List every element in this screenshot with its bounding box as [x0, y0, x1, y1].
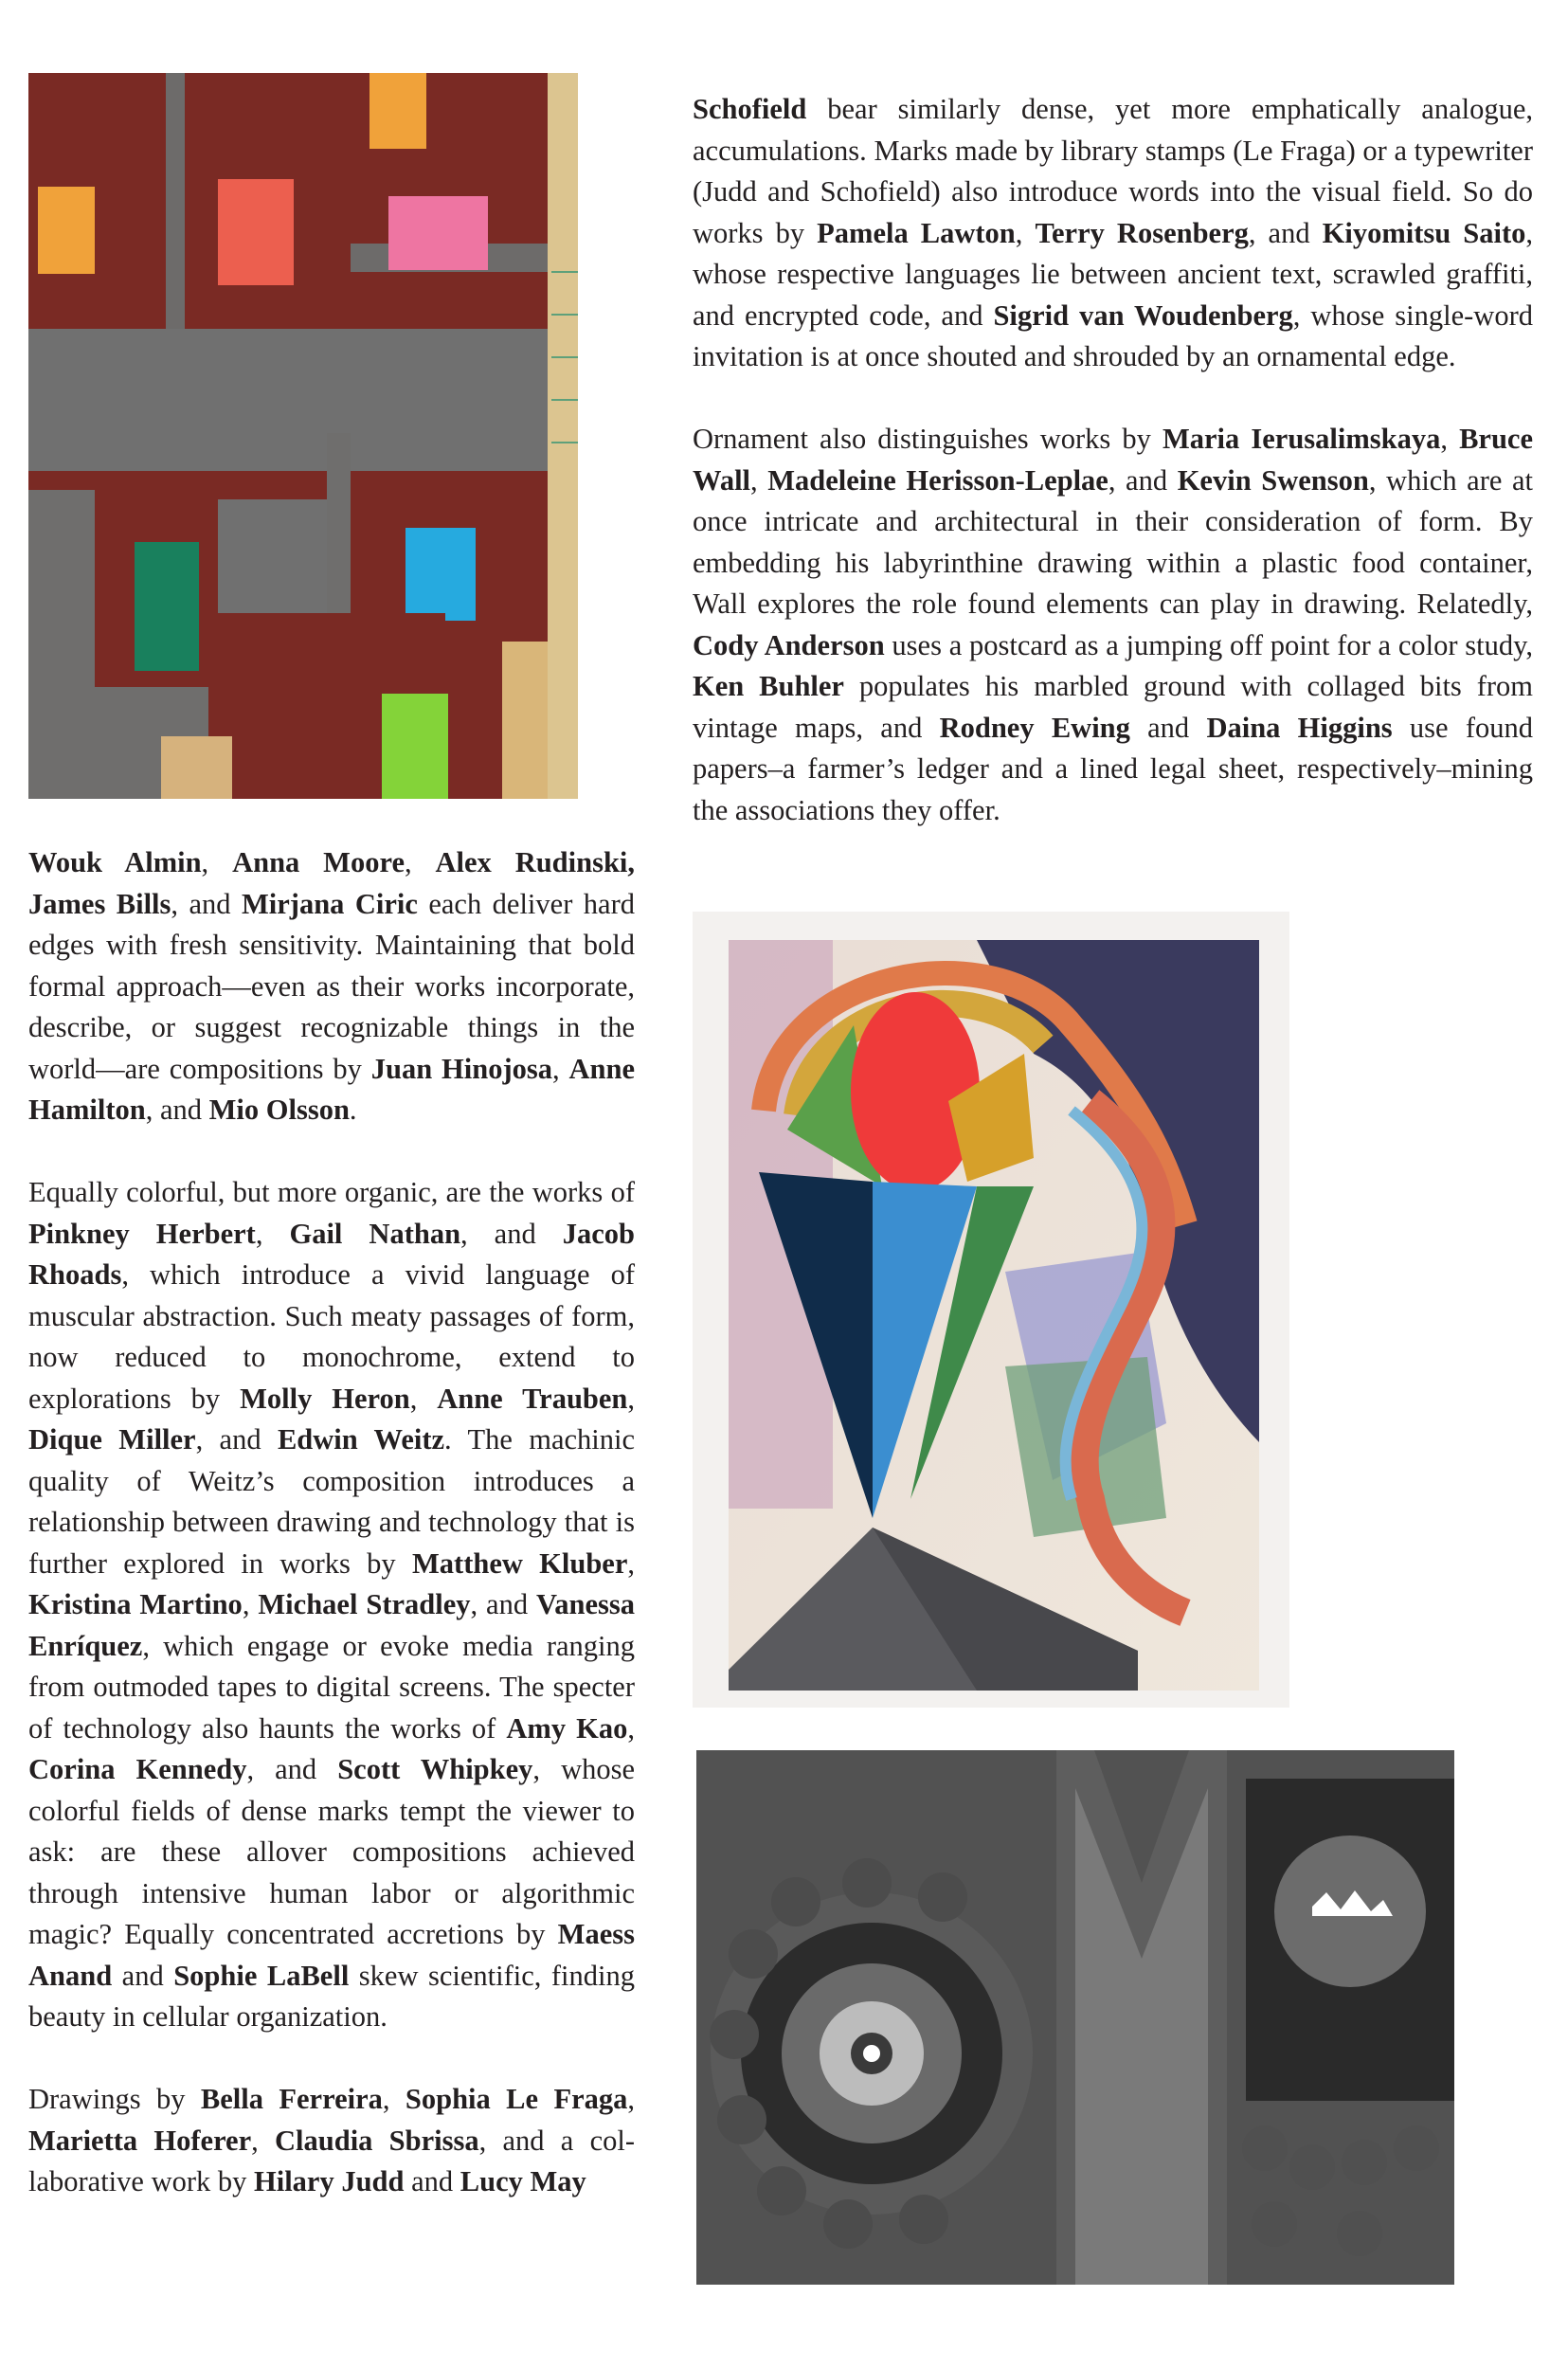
artist-name: Pinkney Herbert: [28, 1217, 256, 1250]
artwork-colorful-abstract-image: [693, 912, 1289, 1708]
artist-name: Madeleine Herisson-Leplae: [767, 463, 1108, 497]
artist-name: Maess Anand: [28, 1918, 635, 1992]
artist-name: Kiyomitsu Saito: [1322, 216, 1526, 249]
artist-name: Sophia Le Fraga: [405, 2083, 628, 2115]
artist-name: Maria Ierusalimskaya: [1162, 423, 1441, 455]
artist-name: Molly Heron: [240, 1382, 410, 1415]
artist-name: Wouk Almin: [28, 846, 202, 878]
artist-name: Juan Hinojosa: [370, 1052, 552, 1085]
artist-name: Kevin Swenson: [1177, 463, 1369, 497]
right-column-text: [693, 89, 1533, 831]
artist-name: Cody Anderson: [693, 628, 885, 661]
paragraph-drawings-by: Drawings by Bella Ferreira, Sophia Le Fraga, Marietta Hoferer, Claudia Sbrissa, and a collaborative work by Hilary Judd and Lucy May: [28, 2083, 636, 2197]
artist-name: Corina Kennedy: [28, 1753, 247, 1785]
artist-name: Bella Ferreira: [200, 2083, 383, 2115]
paragraph-analogue-accumulations: Schofield bear similarly dense, yet more emphatically analogue, accumulations. Marks made by library stamps (Le Fraga) or a typewriter (Judd and Schofield) also introduce words into the visual field. So do works by Pamela Lawton, Terry Rosenberg, and Kiyomitsu Saito, whose respective languages lie between ancient text, scrawled graffiti, and encrypted code, and Sigrid van Woudenberg, whose single-word invitation is at once shouted and shrouded by an ornamental edge.: [693, 93, 1533, 372]
artist-name: James Bills: [28, 887, 171, 920]
artist-name: Anne Hamilton: [28, 1052, 635, 1126]
artist-name: Mio Olsson: [208, 1094, 350, 1126]
left-column-text: [28, 842, 635, 2203]
artist-name: Terry Rosenberg: [1035, 216, 1249, 249]
artist-name: Sophie LaBell: [173, 1959, 350, 1992]
artist-name: Daina Higgins: [1206, 711, 1393, 744]
artist-name: Vanessa Enríquez: [28, 1588, 635, 1662]
artist-name: Hilary Judd: [254, 2165, 405, 2197]
artwork-hard-edge-blocks-image: [28, 73, 578, 799]
artist-name: Marietta Hoferer: [28, 2124, 252, 2157]
artist-name: Bruce Wall: [693, 423, 1533, 497]
artist-name: Michael Stradley: [258, 1588, 471, 1620]
artwork-monochrome-ornament-image: [696, 1750, 1454, 2285]
artist-name: Schofield: [693, 93, 807, 125]
artist-name: Mirjana Ciric: [241, 887, 418, 920]
artist-name: Amy Kao: [506, 1711, 628, 1745]
artist-name: Pamela Lawton: [817, 216, 1016, 249]
artist-name: Jacob Rhoads: [28, 1217, 635, 1291]
artist-name: Alex Rudinski,: [435, 846, 636, 878]
artist-name: Edwin Weitz: [277, 1423, 445, 1456]
artist-name: Anne Trauben: [437, 1382, 628, 1415]
artist-name: Ken Buhler: [693, 670, 844, 702]
artist-name: Scott Whipkey: [337, 1753, 533, 1785]
artist-name: Sigrid van Woudenberg: [993, 298, 1293, 332]
paragraph-ornament: Ornament also distinguishes works by Maria Ierusalimskaya, Bruce Wall, Madeleine Herisson-Leplae, and Kevin Swenson, which are at once intricate and architectural in their consideration of form. By embedding his labyrinthine drawing within a plastic food container, Wall explores the role found elements can play in drawing. Relatedly, Cody Anderson uses a postcard as a jumping off point for a color study, Ken Buhler populates his marbled ground with collaged bits from vintage maps, and Rodney Ewing and Daina Higgins use found papers–a farmer’s ledger and a lined legal sheet, respectively–mining the associations they offer.: [693, 423, 1534, 826]
paragraph-hard-edges: Wouk Almin, Anna Moore, Alex Rudinski, James Bills, and Mirjana Ciric each deliver hard edges with fresh sensitivity. Maintaining that bold formal approach—even as their works incorporate, describe, or suggest recognizable things in the world—are compositions by Juan Hinojosa, Anne Hamilton, and Mio Olsson.: [28, 846, 636, 1126]
artist-name: Rodney Ewing: [939, 711, 1130, 744]
artist-name: Anna Moore: [232, 846, 405, 878]
artist-name: Matthew Kluber: [412, 1546, 628, 1580]
paragraph-organic-and-technology: Equally colorful, but more organic, are the works of Pinkney Herbert, Gail Nathan, and Jacob Rhoads, which introduce a vivid language of muscular abstraction. Such meaty passages of form, now reduced to monochrome, extend to explorations by Molly Heron, Anne Trauben, Dique Miller, and Edwin Weitz. The machinic quality of Weitz’s composition introduces a relationship between drawing and technology that is further explored in works by Matthew Kluber, Kristina Martino, Michael Stradley, and Vanessa Enríquez, which engage or evoke media ranging from outmoded tapes to digital screens. The specter of technology also haunts the works of Amy Kao, Corina Kennedy, and Scott Whipkey, whose colorful fields of dense marks tempt the viewer to ask: are these allover compositions achieved through intensive human labor or algorithmic magic? Equally concentrated accretions by Maess Anand and Sophie LaBell skew scientific, finding beauty in cellular organization.: [28, 1176, 636, 2033]
artist-name: Claudia Sbrissa: [275, 2124, 479, 2157]
artist-name: Gail Nathan: [289, 1217, 461, 1250]
artist-name: Dique Miller: [28, 1423, 196, 1456]
artist-name: Lucy May: [460, 2165, 586, 2197]
artist-name: Kristina Martino: [28, 1588, 243, 1620]
